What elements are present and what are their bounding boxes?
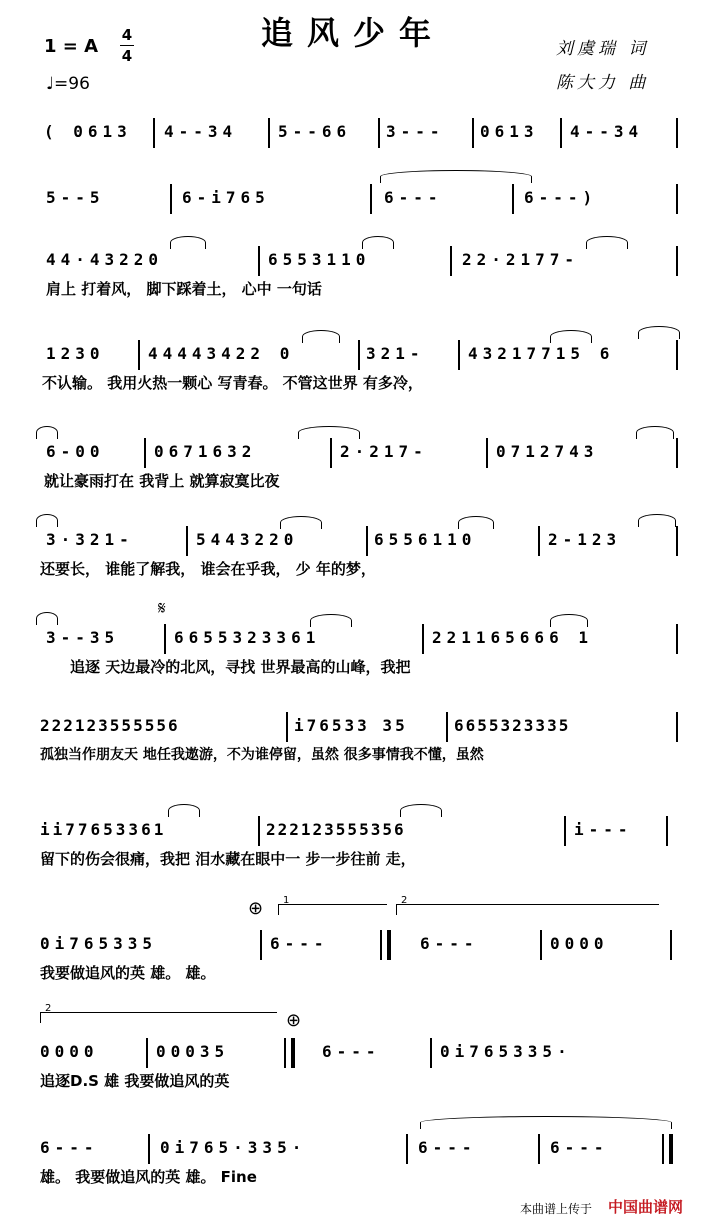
measure: i76533 35 — [294, 716, 408, 735]
score-system-6 — [40, 528, 680, 578]
measure: 4--34 — [164, 122, 238, 141]
measure: 1230 — [46, 344, 105, 363]
measure: 6553110 — [268, 250, 371, 269]
tempo-marking: ♩=96 — [46, 74, 90, 94]
score-system-4 — [40, 342, 680, 392]
measure: 222123555556 — [40, 716, 180, 735]
measure: 6655323361 — [174, 628, 321, 647]
measure: 6--- — [270, 934, 329, 953]
meter-bottom: 4 — [121, 47, 133, 65]
first-ending-bracket: 1 — [278, 904, 387, 915]
measure: 0i765335 — [40, 934, 158, 953]
measure: 44·43220 — [46, 250, 164, 269]
measure: 0000 — [40, 1042, 99, 1061]
measure: 6-i765 — [182, 188, 270, 207]
measure: 0671632 — [154, 442, 257, 461]
lyric-line: 肩上 打着风， 脚下踩着土， 心中 一句话 — [46, 280, 322, 298]
score-system-12 — [40, 1136, 680, 1186]
key-signature: 1 = A — [44, 36, 99, 57]
measure: 43217715 6 — [468, 344, 615, 363]
lyric-line: 孤独当作朋友天 地任我遨游，不为谁停留，虽然 很多事情我不懂，虽然 — [40, 747, 484, 763]
measure: i--- — [574, 820, 633, 839]
measure: 6--- — [384, 188, 443, 207]
composer-credit: 陈大力 曲 — [556, 73, 650, 93]
measure: 00035 — [156, 1042, 230, 1061]
score-system-1 — [40, 120, 680, 160]
measure: 6--- — [40, 1138, 99, 1157]
measure: 6--- — [420, 934, 479, 953]
score-system-5 — [40, 440, 680, 490]
measure: 221165666 1 — [432, 628, 593, 647]
measure: 5443220 — [196, 530, 299, 549]
meter-top: 4 — [121, 26, 133, 44]
measure: 3·321- — [46, 530, 134, 549]
measure: 6--- — [550, 1138, 609, 1157]
score-system-8 — [40, 714, 680, 763]
measure: 5--66 — [278, 122, 352, 141]
measure: 5--5 — [46, 188, 105, 207]
measure: ii77653361 — [40, 820, 167, 839]
score-system-10 — [40, 895, 680, 982]
measure: 6--- — [322, 1042, 381, 1061]
song-title: 追风少年 — [260, 14, 445, 52]
segno-sign-icon: 𝄋 — [158, 598, 166, 619]
measure: 6-00 — [46, 442, 105, 461]
lyric-line: 追逐D.S 雄 我要做追风的英 — [40, 1072, 230, 1090]
time-signature — [120, 26, 134, 65]
measure: 6556110 — [374, 530, 477, 549]
measure: 222123555356 — [266, 820, 406, 839]
measure: 2-123 — [548, 530, 622, 549]
measure: 44443422 0 — [148, 344, 295, 363]
measure: 22·2177- — [462, 250, 580, 269]
measure: 321- — [366, 344, 425, 363]
score-system-3 — [40, 248, 680, 298]
coda-sign-icon: ⊕ — [286, 1010, 302, 1031]
score-system-7 — [40, 598, 680, 676]
coda-sign-icon: ⊕ — [248, 898, 264, 919]
lyric-line: 追逐 天边最冷的北风，寻找 世界最高的山峰，我把 — [70, 658, 411, 676]
measure: 0i765·335· — [160, 1138, 307, 1157]
measure: 6---) — [524, 188, 598, 207]
measure: ( 0613 — [44, 122, 132, 141]
measure: 3--35 — [46, 628, 120, 647]
upload-note: 本曲谱上传于 — [520, 1202, 593, 1216]
lyric-line: 我要做追风的英 雄。 雄。 — [40, 964, 216, 982]
score-system-9 — [40, 818, 680, 868]
measure: 4--34 — [570, 122, 644, 141]
measure: 3--- — [386, 122, 445, 141]
measure: 6--- — [418, 1138, 477, 1157]
lyric-line: 就让豪雨打在 我背上 就算寂寞比夜 — [44, 472, 280, 490]
lyric-line: 雄。 我要做追风的英 雄。 Fine — [40, 1168, 257, 1186]
score-system-2 — [40, 186, 680, 226]
measure: 0000 — [550, 934, 609, 953]
measure: 0i765335· — [440, 1042, 572, 1061]
lyricist-credit: 刘虞瑞 词 — [556, 39, 650, 59]
lyric-line: 还要长， 谁能了解我， 谁会在乎我， 少 年的梦， — [40, 560, 376, 578]
site-logo: 中国曲谱网 — [608, 1198, 684, 1216]
lyric-line: 留下的伤会很痛，我把 泪水藏在眼中一 步一步往前 走， — [40, 850, 416, 868]
measure: 6655323335 — [454, 716, 571, 735]
measure: 0712743 — [496, 442, 599, 461]
score-system-11 — [40, 1003, 680, 1090]
second-ending-bracket: 2 — [396, 904, 659, 915]
lyric-line: 不认输。 我用火热一颗心 写青春。 不管这世界 有多冷， — [42, 374, 423, 392]
measure: 0613 — [480, 122, 539, 141]
second-ending-bracket: 2 — [40, 1012, 277, 1023]
measure: 2·217- — [340, 442, 428, 461]
